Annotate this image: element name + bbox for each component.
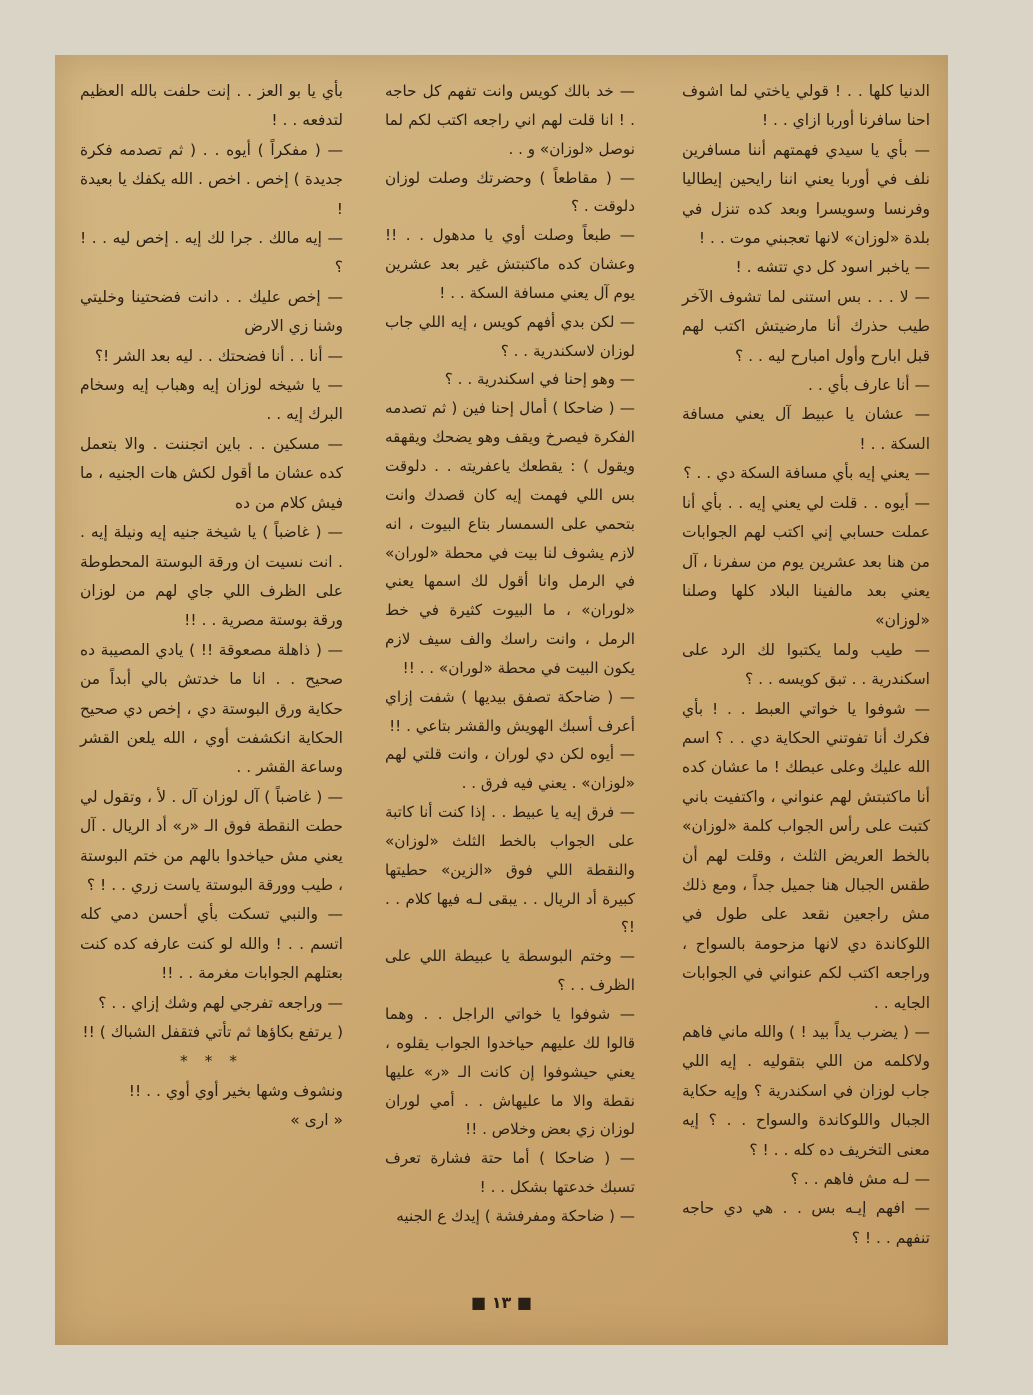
paragraph: — ( غاضباً ) آل لوزان آل . لأ ، وتقول لي حطت النقطة فوق الـ «ر» أد الريال . آل يعني مش حياخدوا بالهم من ختم البوستة ، طيب وورقة البوستة ياست زري . . ! ؟ xyxy=(80,787,343,894)
paragraph: — شوفوا يا خواتي العبط . . ! بأي فكرك أنا تفوتني الحكاية دي . . ؟ اسم الله عليك وعلى عبطك ! ما عشان كده أنا ماكتبتش لهم عنواني ، واكتفيت باني كتبت على رأس الجواب كلمة «لوزان» بالخط العريض الثلث ، وقلت لهم أن طقس الجبال هنا جميل جداً ، ومع ذلك مش راجعين نقعد على طول في اللوكاندة دي لانها مزحومة بالسواح ، وراجعه اكتب لكم عنواني في الجوابات الجايه . . xyxy=(682,699,930,1012)
paragraph: — أنا . . أنا فضحتك . . ليه بعد الشر !؟ xyxy=(94,346,343,365)
paragraph: — خد بالك كويس وانت تفهم كل حاجه . ! انا قلت لهم اني راجعه اكتب لكم لما نوصل «لوزان» و . . xyxy=(385,82,635,158)
paragraph: — يعني إيه بأي مسافة السكة دي . . ؟ xyxy=(683,464,930,483)
paragraph: — ( ضاحكا ) أما حتة فشارة تعرف تسبك خدعتها بشكل . . ! xyxy=(385,1149,635,1197)
paragraph: — يا شيخه لوزان إيه وهباب إيه وسخام البرك إيه . . xyxy=(80,376,343,424)
paragraph: — ياخبر اسود كل دي تتشه . ! xyxy=(735,258,930,277)
paragraph: — لـه مش فاهم . . ؟ xyxy=(790,1170,930,1189)
paragraph: ( يرتفع بكاؤها ثم تأتي فتقفل الشباك ) !! xyxy=(82,1023,343,1041)
text-column-middle xyxy=(385,77,635,1231)
magazine-page xyxy=(55,55,948,1345)
paragraph: — ( ذاهلة مصعوقة !! ) يادي المصيبة ده صحيح . . انا ما خدتش بالي أبداً من حكاية ورق البوستة دي ، إخص دي صحيح الحكاية انكشفت أوي ، الله يلعن القشر وساعة القشر . . xyxy=(80,640,343,777)
paragraph: — طبعاً وصلت أوي يا مدهول . . !! وعشان كده ماكتبتش غير بعد عشرين يوم آل يعني مسافة السكة . . ! xyxy=(385,226,635,302)
paragraph: — لا . . . بس استنى لما تشوف الآخر طيب حذرك أنا مارضيتش اكتب لهم قبل ابارح وأول امبارح ليه . . ؟ xyxy=(682,287,930,365)
paragraph: — فرق إيه يا عبيط . . إذا كنت أنا كاتبة على الجواب بالخط الثلث «لوزان» والنقطة اللي فوق «الزين» حطيتها كبيرة أد الريال . . يبقى لـه فيها كلام . . !؟ xyxy=(385,803,635,937)
paragraph: — ( مفكراً ) أيوه . . ( ثم تصدمه فكرة جديدة ) إخص . اخص . الله يكفك يا بعيدة ! xyxy=(80,140,343,218)
paragraph: ونشوف وشها بخير أوي أوي . . !! xyxy=(128,1081,343,1100)
paragraph: — ( يضرب يداً بيد ! ) والله ماني فاهم ولاكلمه من اللي بتقوليه . إيه اللي جاب لوزان في اسكندرية ؟ وإيه حكاية الجبال واللوكاندة والسواح . . ؟ إيه معنى التخريف ده كله . . ! ؟ xyxy=(682,1023,930,1159)
author-signature: « ارى » xyxy=(290,1111,343,1130)
paragraph: — وختم البوسطة يا عبيطة اللي على الظرف . . ؟ xyxy=(385,947,635,995)
section-separator: * * * xyxy=(179,1052,244,1071)
paragraph: — ( ضاحكة تصفق بيديها ) شفت إزاي أعرف أسبك الهويش والقشر بتاعي . !! xyxy=(385,687,635,735)
paragraph: — وراجعه تفرجي لهم وشك إزاي . . ؟ xyxy=(98,993,343,1012)
paragraph: — أيوه . . قلت لي يعني إيه . . بأي أنا عملت حسابي إني اكتب لهم الجوابات من هنا بعد عشرين يوم من سفرنا ، آل يعني بعد مالفينا البلاد كلها وصلنا «لوزان» xyxy=(682,493,930,630)
paragraph: — ( ضاحكا ) أمال إحنا فين ( ثم تصدمه الفكرة فيصرخ ويقف وهو يضحك ويقهقه ويقول ) : يقطعك ياعفريته . . دلوقت بس اللي فهمت إيه كان قصدك وانت بتحمي على السمسار بتاع البيوت ، انه لازم يشوف لنا بيت في محطة «لوران» في الرمل وانا أقول لك اسمها يعني «لوران» ، ما البيوت كثيرة في خط الرمل ، وانت راسك والف سيف لازم يكون البيت في محطة «لوران» . . !! xyxy=(385,399,635,677)
paragraph: — عشان يا عبيط آل يعني مسافة السكة . . ! xyxy=(682,405,930,453)
paragraph: — إخص عليك . . دانت فضحتينا وخليتي وشنا زي الارض xyxy=(80,287,343,336)
text-column-right xyxy=(682,77,930,1253)
paragraph: بأي يا بو العز . . إنت حلفت بالله العظيم لتدفعه . . ! xyxy=(80,82,343,130)
paragraph: — أيوه لكن دي لوران ، وانت قلتي لهم «لوزان» . يعني فيه فرق . . xyxy=(385,745,635,793)
paragraph: — طيب ولما يكتبوا لك الرد على اسكندرية . . تبق كويسه . . ؟ xyxy=(682,640,930,689)
page-number: ■ ١٣ ■ xyxy=(471,1293,532,1312)
text-column-left xyxy=(80,77,343,1136)
paragraph: — ( ضاحكة ومفرفشة ) إيدك ع الجنيه xyxy=(396,1206,635,1225)
paragraph: — أنا عارف بأي . . xyxy=(807,376,930,395)
paragraph: — ( غاضباً ) يا شيخة جنيه إيه ونيلة إيه . . انت نسيت ان ورقة البوستة المحطوطة على الظرف اللي جاي لهم من لوزان ورقة بوستة مصرية . . !! xyxy=(80,523,343,630)
paragraph: — افهم إيـه بس . . هي دي حاجه تنفهم . . ! ؟ xyxy=(682,1199,930,1247)
paragraph: — والنبي تسكت بأي أحسن دمي كله اتسم . . ! والله لو كنت عارفه كده كنت بعتلهم الجوابات مغرمة . . !! xyxy=(80,905,343,983)
paragraph: — إيه مالك . جرا لك إيه . إخص ليه . . ! ؟ xyxy=(80,229,343,277)
paragraph: — لكن بدي أفهم كويس ، إيه اللي جاب لوزان لاسكندرية . . ؟ xyxy=(385,312,635,360)
paragraph: الدنيا كلها . . ! قولي ياختي لما اشوف احنا سافرنا أوربا ازاي . . ! xyxy=(682,82,930,130)
paragraph: — ( مقاطعاً ) وحضرتك وصلت لوزان دلوقت . ؟ xyxy=(385,168,635,216)
paragraph: — بأي يا سيدي فهمتهم أننا مسافرين نلف في أوربا يعني اننا رايحين إيطاليا وفرنسا وسويسرا وبعد كده تنزل في بلدة «لوزان» لانها تعجبني موت . . ! xyxy=(682,140,930,248)
paragraph: — شوفوا يا خواتي الراجل . . وهما قالوا لك عليهم حياخدوا الجواب يقلوه ، يعني حيشوفوا إن كانت الـ «ر» عليها نقطة والا ما عليهاش . . أمي لوران لوزان زي بعض وخلاص . !! xyxy=(385,1005,635,1139)
paragraph: — مسكين . . باين اتجننت . والا بتعمل كده عشان ما أقول لكش هات الجنيه ، ما فيش كلام من ده xyxy=(80,434,343,512)
paragraph: — وهو إحنا في اسكندرية . . ؟ xyxy=(444,370,635,389)
